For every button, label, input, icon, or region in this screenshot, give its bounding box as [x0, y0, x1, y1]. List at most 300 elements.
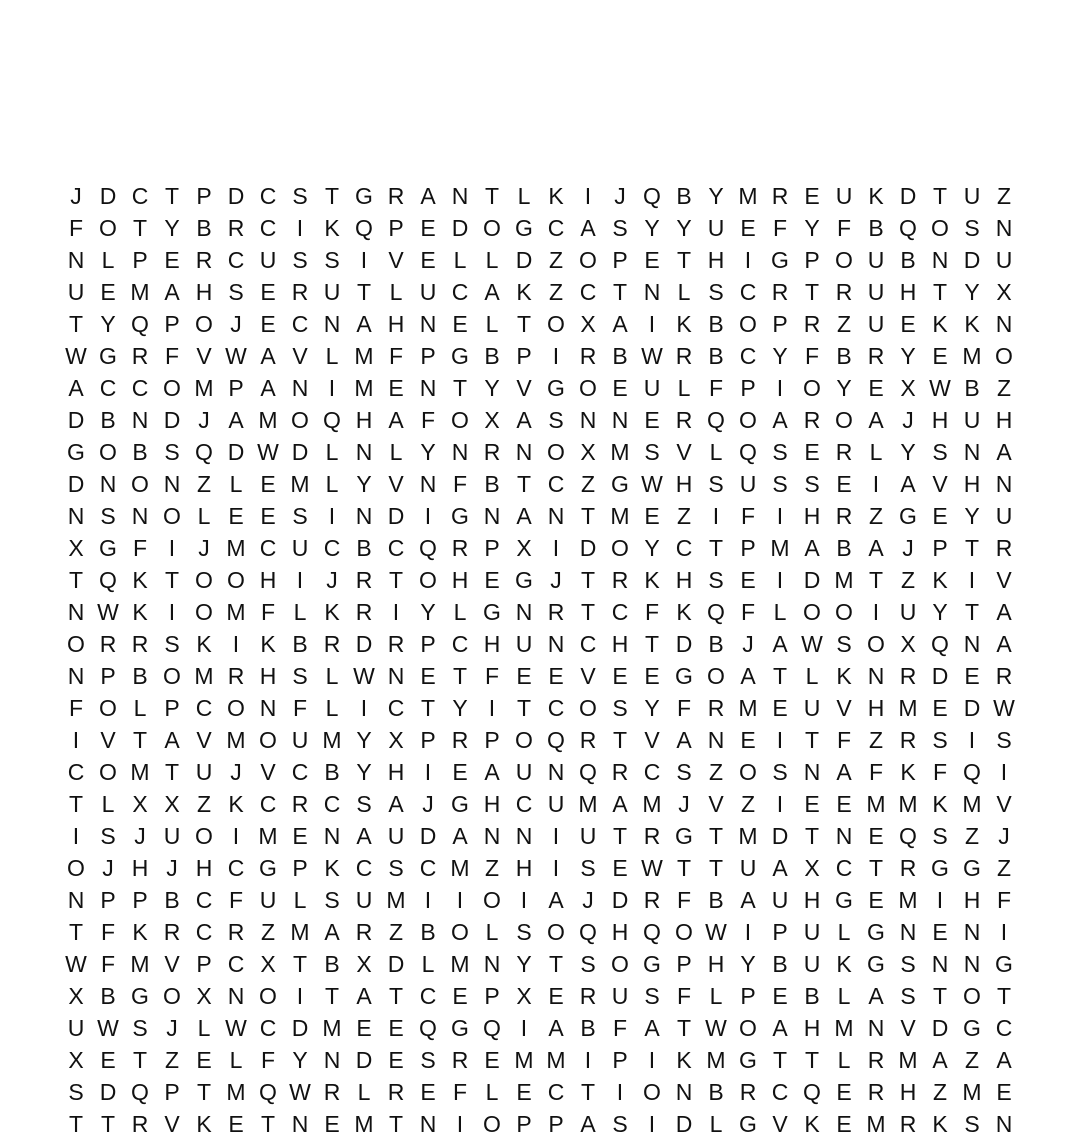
letter-cell[interactable]: K — [676, 599, 692, 625]
letter-cell[interactable]: M — [738, 695, 758, 721]
letter-cell[interactable]: E — [388, 1015, 404, 1041]
letter-cell[interactable]: G — [995, 951, 1013, 977]
letter-cell[interactable]: N — [995, 311, 1013, 337]
letter-cell[interactable]: D — [355, 1047, 373, 1073]
letter-cell[interactable]: C — [771, 1079, 789, 1105]
letter-cell[interactable]: M — [514, 1047, 534, 1073]
letter-cell[interactable]: M — [770, 535, 790, 561]
letter-cell[interactable]: H — [803, 887, 821, 913]
letter-cell[interactable]: C — [195, 919, 213, 945]
letter-cell[interactable]: L — [325, 343, 339, 369]
letter-cell[interactable]: L — [325, 695, 339, 721]
letter-cell[interactable]: W — [225, 343, 247, 369]
letter-cell[interactable]: E — [548, 983, 564, 1009]
letter-cell[interactable]: T — [132, 215, 148, 241]
letter-cell[interactable]: E — [516, 663, 532, 689]
letter-cell[interactable]: Y — [484, 375, 500, 401]
letter-cell[interactable]: O — [803, 375, 821, 401]
letter-cell[interactable]: I — [72, 727, 80, 753]
letter-cell[interactable]: K — [836, 663, 852, 689]
letter-cell[interactable]: Q — [419, 535, 437, 561]
letter-cell[interactable]: W — [289, 1079, 311, 1105]
letter-cell[interactable]: G — [451, 503, 469, 529]
letter-cell[interactable]: Q — [963, 759, 981, 785]
letter-cell[interactable]: R — [899, 1111, 917, 1137]
letter-cell[interactable]: P — [420, 727, 436, 753]
letter-cell[interactable]: N — [323, 311, 341, 337]
letter-cell[interactable]: Q — [355, 215, 373, 241]
letter-cell[interactable]: G — [451, 791, 469, 817]
letter-cell[interactable]: P — [804, 247, 820, 273]
letter-cell[interactable]: J — [678, 791, 690, 817]
letter-cell[interactable]: V — [676, 439, 692, 465]
letter-cell[interactable]: F — [164, 343, 180, 369]
letter-cell[interactable]: K — [676, 1047, 692, 1073]
letter-cell[interactable]: H — [867, 695, 885, 721]
letter-cell[interactable]: C — [547, 695, 565, 721]
letter-cell[interactable]: O — [67, 855, 85, 881]
letter-cell[interactable]: A — [996, 631, 1012, 657]
letter-cell[interactable]: D — [67, 407, 85, 433]
letter-cell[interactable]: I — [648, 1047, 656, 1073]
letter-cell[interactable]: D — [675, 631, 693, 657]
letter-cell[interactable]: R — [643, 823, 661, 849]
letter-cell[interactable]: C — [611, 599, 629, 625]
letter-cell[interactable]: G — [355, 183, 373, 209]
letter-cell[interactable]: S — [708, 471, 724, 497]
letter-cell[interactable]: V — [996, 791, 1012, 817]
letter-cell[interactable]: C — [131, 375, 149, 401]
letter-cell[interactable]: B — [132, 663, 148, 689]
letter-cell[interactable]: R — [355, 599, 373, 625]
letter-cell[interactable]: D — [931, 663, 949, 689]
letter-cell[interactable]: Q — [739, 439, 757, 465]
letter-cell[interactable]: O — [227, 695, 245, 721]
letter-cell[interactable]: I — [520, 1015, 528, 1041]
letter-cell[interactable]: Z — [740, 791, 756, 817]
letter-cell[interactable]: C — [259, 183, 277, 209]
letter-cell[interactable]: T — [516, 695, 532, 721]
letter-cell[interactable]: M — [546, 1047, 566, 1073]
letter-cell[interactable]: D — [99, 183, 117, 209]
letter-cell[interactable]: E — [868, 823, 884, 849]
letter-cell[interactable]: T — [484, 183, 500, 209]
letter-cell[interactable]: E — [612, 855, 628, 881]
letter-cell[interactable]: Z — [932, 1079, 948, 1105]
letter-cell[interactable]: U — [611, 983, 629, 1009]
letter-cell[interactable]: M — [962, 791, 982, 817]
letter-cell[interactable]: B — [708, 1079, 724, 1105]
letter-cell[interactable]: B — [708, 311, 724, 337]
letter-cell[interactable]: O — [99, 759, 117, 785]
letter-cell[interactable]: R — [803, 407, 821, 433]
letter-cell[interactable]: O — [67, 631, 85, 657]
letter-cell[interactable]: X — [996, 279, 1012, 305]
letter-cell[interactable]: L — [101, 247, 115, 273]
letter-cell[interactable]: W — [257, 439, 279, 465]
letter-cell[interactable]: S — [516, 919, 532, 945]
letter-cell[interactable]: K — [900, 759, 916, 785]
letter-cell[interactable]: E — [868, 375, 884, 401]
letter-cell[interactable]: M — [834, 1015, 854, 1041]
letter-cell[interactable]: K — [132, 567, 148, 593]
letter-cell[interactable]: Z — [196, 471, 212, 497]
letter-cell[interactable]: R — [131, 631, 149, 657]
letter-cell[interactable]: P — [132, 887, 148, 913]
letter-cell[interactable]: K — [676, 311, 692, 337]
letter-cell[interactable]: W — [641, 343, 663, 369]
letter-cell[interactable]: O — [931, 215, 949, 241]
letter-cell[interactable]: U — [643, 375, 661, 401]
letter-cell[interactable]: S — [644, 439, 660, 465]
letter-cell[interactable]: A — [868, 407, 884, 433]
letter-cell[interactable]: S — [164, 439, 180, 465]
letter-cell[interactable]: M — [322, 1015, 342, 1041]
letter-cell[interactable]: Q — [195, 439, 213, 465]
letter-cell[interactable]: R — [163, 919, 181, 945]
letter-cell[interactable]: U — [899, 599, 917, 625]
letter-cell[interactable]: T — [516, 471, 532, 497]
letter-cell[interactable]: B — [484, 471, 500, 497]
letter-cell[interactable]: T — [772, 663, 788, 689]
letter-cell[interactable]: T — [804, 279, 820, 305]
letter-cell[interactable]: L — [485, 311, 499, 337]
letter-cell[interactable]: M — [866, 791, 886, 817]
letter-cell[interactable]: U — [291, 535, 309, 561]
letter-cell[interactable]: O — [995, 343, 1013, 369]
letter-cell[interactable]: F — [292, 695, 308, 721]
letter-cell[interactable]: F — [676, 983, 692, 1009]
letter-cell[interactable]: S — [708, 567, 724, 593]
letter-cell[interactable]: Y — [100, 311, 116, 337]
letter-cell[interactable]: R — [739, 1079, 757, 1105]
letter-cell[interactable]: E — [612, 663, 628, 689]
letter-cell[interactable]: A — [868, 535, 884, 561]
letter-cell[interactable]: P — [516, 1111, 532, 1137]
letter-cell[interactable]: A — [388, 791, 404, 817]
letter-cell[interactable]: E — [100, 279, 116, 305]
letter-cell[interactable]: D — [163, 407, 181, 433]
letter-cell[interactable]: H — [675, 567, 693, 593]
letter-cell[interactable]: K — [932, 791, 948, 817]
letter-cell[interactable]: X — [68, 535, 84, 561]
letter-cell[interactable]: A — [164, 279, 180, 305]
letter-cell[interactable]: C — [291, 759, 309, 785]
letter-cell[interactable]: B — [356, 535, 372, 561]
letter-cell[interactable]: Y — [772, 343, 788, 369]
letter-cell[interactable]: L — [197, 503, 211, 529]
letter-cell[interactable]: S — [292, 247, 308, 273]
letter-cell[interactable]: I — [584, 183, 592, 209]
letter-cell[interactable]: L — [709, 1111, 723, 1137]
letter-cell[interactable]: T — [708, 823, 724, 849]
letter-cell[interactable]: G — [99, 535, 117, 561]
letter-cell[interactable]: I — [424, 759, 432, 785]
letter-cell[interactable]: M — [194, 375, 214, 401]
letter-cell[interactable]: T — [708, 535, 724, 561]
letter-cell[interactable]: E — [740, 215, 756, 241]
letter-cell[interactable]: E — [452, 311, 468, 337]
letter-cell[interactable]: S — [324, 887, 340, 913]
letter-cell[interactable]: V — [196, 343, 212, 369]
letter-cell[interactable]: Z — [900, 567, 916, 593]
letter-cell[interactable]: T — [548, 951, 564, 977]
letter-cell[interactable]: E — [196, 1047, 212, 1073]
letter-cell[interactable]: S — [292, 503, 308, 529]
letter-cell[interactable]: R — [547, 599, 565, 625]
letter-cell[interactable]: E — [836, 1111, 852, 1137]
letter-cell[interactable]: N — [963, 951, 981, 977]
letter-cell[interactable]: C — [547, 1079, 565, 1105]
letter-cell[interactable]: B — [708, 631, 724, 657]
letter-cell[interactable]: M — [578, 791, 598, 817]
letter-cell[interactable]: T — [804, 823, 820, 849]
letter-cell[interactable]: R — [387, 183, 405, 209]
letter-cell[interactable]: W — [929, 375, 951, 401]
letter-cell[interactable]: R — [611, 567, 629, 593]
letter-cell[interactable]: X — [164, 791, 180, 817]
letter-cell[interactable]: E — [452, 759, 468, 785]
letter-cell[interactable]: M — [866, 1111, 886, 1137]
letter-cell[interactable]: Q — [643, 183, 661, 209]
letter-cell[interactable]: M — [226, 599, 246, 625]
letter-cell[interactable]: X — [804, 855, 820, 881]
letter-cell[interactable]: H — [131, 855, 149, 881]
letter-cell[interactable]: E — [260, 503, 276, 529]
letter-cell[interactable]: R — [131, 1111, 149, 1137]
letter-cell[interactable]: C — [547, 471, 565, 497]
letter-cell[interactable]: P — [772, 311, 788, 337]
letter-cell[interactable]: E — [740, 727, 756, 753]
letter-cell[interactable]: G — [675, 823, 693, 849]
letter-cell[interactable]: B — [100, 983, 116, 1009]
letter-cell[interactable]: O — [675, 919, 693, 945]
letter-cell[interactable]: F — [68, 695, 84, 721]
letter-cell[interactable]: G — [483, 599, 501, 625]
letter-cell[interactable]: E — [804, 439, 820, 465]
letter-cell[interactable]: A — [612, 791, 628, 817]
letter-cell[interactable]: I — [648, 1111, 656, 1137]
letter-cell[interactable]: G — [451, 343, 469, 369]
letter-cell[interactable]: O — [643, 1079, 661, 1105]
letter-cell[interactable]: C — [579, 631, 597, 657]
letter-cell[interactable]: N — [963, 631, 981, 657]
letter-cell[interactable]: A — [484, 279, 500, 305]
letter-cell[interactable]: M — [898, 791, 918, 817]
letter-cell[interactable]: W — [97, 599, 119, 625]
letter-cell[interactable]: R — [323, 631, 341, 657]
letter-cell[interactable]: H — [259, 663, 277, 689]
letter-cell[interactable]: M — [130, 279, 150, 305]
letter-cell[interactable]: N — [963, 919, 981, 945]
letter-cell[interactable]: E — [836, 791, 852, 817]
letter-cell[interactable]: D — [291, 1015, 309, 1041]
letter-cell[interactable]: T — [68, 311, 84, 337]
letter-cell[interactable]: V — [772, 1111, 788, 1137]
letter-cell[interactable]: W — [97, 1015, 119, 1041]
letter-cell[interactable]: I — [552, 855, 560, 881]
letter-cell[interactable]: E — [932, 695, 948, 721]
letter-cell[interactable]: N — [291, 375, 309, 401]
letter-cell[interactable]: E — [644, 247, 660, 273]
letter-cell[interactable]: H — [675, 471, 693, 497]
letter-cell[interactable]: I — [744, 919, 752, 945]
letter-cell[interactable]: H — [483, 791, 501, 817]
letter-cell[interactable]: Y — [900, 343, 916, 369]
letter-cell[interactable]: R — [99, 631, 117, 657]
letter-cell[interactable]: O — [707, 663, 725, 689]
letter-cell[interactable]: S — [100, 823, 116, 849]
letter-cell[interactable]: Y — [452, 695, 468, 721]
letter-cell[interactable]: E — [260, 471, 276, 497]
letter-cell[interactable]: Z — [548, 279, 564, 305]
letter-cell[interactable]: O — [835, 247, 853, 273]
letter-cell[interactable]: F — [132, 535, 148, 561]
letter-cell[interactable]: I — [584, 1047, 592, 1073]
letter-cell[interactable]: O — [611, 535, 629, 561]
letter-cell[interactable]: N — [355, 503, 373, 529]
letter-cell[interactable]: T — [804, 727, 820, 753]
letter-cell[interactable]: S — [804, 471, 820, 497]
letter-cell[interactable]: H — [803, 503, 821, 529]
letter-cell[interactable]: U — [547, 791, 565, 817]
letter-cell[interactable]: L — [325, 439, 339, 465]
letter-cell[interactable]: K — [196, 631, 212, 657]
letter-cell[interactable]: N — [67, 503, 85, 529]
letter-cell[interactable]: A — [772, 1015, 788, 1041]
letter-cell[interactable]: O — [131, 471, 149, 497]
letter-cell[interactable]: D — [67, 471, 85, 497]
letter-cell[interactable]: I — [872, 471, 880, 497]
letter-cell[interactable]: P — [164, 311, 180, 337]
letter-cell[interactable]: O — [803, 599, 821, 625]
letter-cell[interactable]: E — [772, 983, 788, 1009]
letter-cell[interactable]: S — [580, 951, 596, 977]
letter-cell[interactable]: H — [195, 279, 213, 305]
letter-cell[interactable]: K — [260, 631, 276, 657]
letter-cell[interactable]: P — [484, 727, 500, 753]
letter-cell[interactable]: H — [387, 311, 405, 337]
letter-cell[interactable]: T — [452, 375, 468, 401]
letter-cell[interactable]: A — [420, 183, 436, 209]
letter-cell[interactable]: Q — [899, 823, 917, 849]
letter-cell[interactable]: R — [867, 1079, 885, 1105]
letter-cell[interactable]: N — [323, 1047, 341, 1073]
letter-cell[interactable]: H — [387, 759, 405, 785]
letter-cell[interactable]: F — [996, 887, 1012, 913]
letter-cell[interactable]: N — [387, 663, 405, 689]
letter-cell[interactable]: O — [291, 407, 309, 433]
letter-cell[interactable]: V — [996, 567, 1012, 593]
letter-cell[interactable]: C — [739, 279, 757, 305]
letter-cell[interactable]: X — [196, 983, 212, 1009]
letter-cell[interactable]: E — [644, 503, 660, 529]
letter-cell[interactable]: T — [676, 855, 692, 881]
letter-cell[interactable]: W — [641, 471, 663, 497]
letter-cell[interactable]: I — [424, 503, 432, 529]
letter-cell[interactable]: E — [804, 183, 820, 209]
letter-cell[interactable]: W — [65, 343, 87, 369]
letter-cell[interactable]: M — [610, 503, 630, 529]
letter-cell[interactable]: L — [869, 439, 883, 465]
letter-cell[interactable]: K — [548, 183, 564, 209]
letter-cell[interactable]: D — [771, 823, 789, 849]
letter-cell[interactable]: S — [836, 631, 852, 657]
letter-cell[interactable]: R — [707, 695, 725, 721]
letter-cell[interactable]: A — [740, 663, 756, 689]
letter-cell[interactable]: F — [644, 599, 660, 625]
letter-cell[interactable]: D — [387, 503, 405, 529]
letter-cell[interactable]: O — [739, 311, 757, 337]
letter-cell[interactable]: T — [964, 535, 980, 561]
letter-cell[interactable]: F — [68, 215, 84, 241]
letter-cell[interactable]: L — [197, 1015, 211, 1041]
letter-cell[interactable]: O — [163, 663, 181, 689]
letter-cell[interactable]: L — [677, 375, 691, 401]
letter-cell[interactable]: O — [547, 439, 565, 465]
letter-cell[interactable]: Q — [99, 567, 117, 593]
letter-cell[interactable]: P — [740, 535, 756, 561]
letter-cell[interactable]: T — [676, 247, 692, 273]
letter-cell[interactable]: Q — [323, 407, 341, 433]
letter-cell[interactable]: E — [260, 311, 276, 337]
letter-cell[interactable]: H — [515, 855, 533, 881]
letter-cell[interactable]: M — [258, 407, 278, 433]
letter-cell[interactable]: G — [99, 343, 117, 369]
letter-cell[interactable]: O — [195, 567, 213, 593]
letter-cell[interactable]: R — [899, 855, 917, 881]
letter-cell[interactable]: U — [707, 215, 725, 241]
letter-cell[interactable]: A — [772, 855, 788, 881]
letter-cell[interactable]: C — [323, 535, 341, 561]
letter-cell[interactable]: L — [837, 919, 851, 945]
letter-cell[interactable]: C — [259, 215, 277, 241]
letter-cell[interactable]: N — [963, 439, 981, 465]
letter-cell[interactable]: B — [164, 887, 180, 913]
letter-cell[interactable]: I — [616, 1079, 624, 1105]
letter-cell[interactable]: D — [227, 183, 245, 209]
letter-cell[interactable]: K — [228, 791, 244, 817]
letter-cell[interactable]: U — [995, 247, 1013, 273]
letter-cell[interactable]: T — [324, 183, 340, 209]
letter-cell[interactable]: F — [740, 503, 756, 529]
letter-cell[interactable]: H — [899, 279, 917, 305]
letter-cell[interactable]: E — [164, 247, 180, 273]
letter-cell[interactable]: A — [324, 919, 340, 945]
letter-cell[interactable]: U — [803, 951, 821, 977]
letter-cell[interactable]: V — [164, 1111, 180, 1137]
letter-cell[interactable]: D — [515, 247, 533, 273]
letter-cell[interactable]: U — [579, 823, 597, 849]
letter-cell[interactable]: A — [580, 1111, 596, 1137]
letter-cell[interactable]: M — [226, 1079, 246, 1105]
letter-cell[interactable]: P — [132, 247, 148, 273]
letter-cell[interactable]: P — [516, 343, 532, 369]
letter-cell[interactable]: N — [67, 247, 85, 273]
letter-cell[interactable]: O — [163, 503, 181, 529]
letter-cell[interactable]: V — [900, 1015, 916, 1041]
letter-cell[interactable]: R — [771, 183, 789, 209]
letter-cell[interactable]: A — [900, 471, 916, 497]
letter-cell[interactable]: P — [420, 631, 436, 657]
letter-cell[interactable]: L — [453, 599, 467, 625]
letter-cell[interactable]: A — [996, 1047, 1012, 1073]
letter-cell[interactable]: L — [293, 887, 307, 913]
letter-cell[interactable]: Q — [419, 1015, 437, 1041]
letter-cell[interactable]: I — [648, 311, 656, 337]
letter-cell[interactable]: Z — [196, 791, 212, 817]
letter-cell[interactable]: U — [291, 727, 309, 753]
